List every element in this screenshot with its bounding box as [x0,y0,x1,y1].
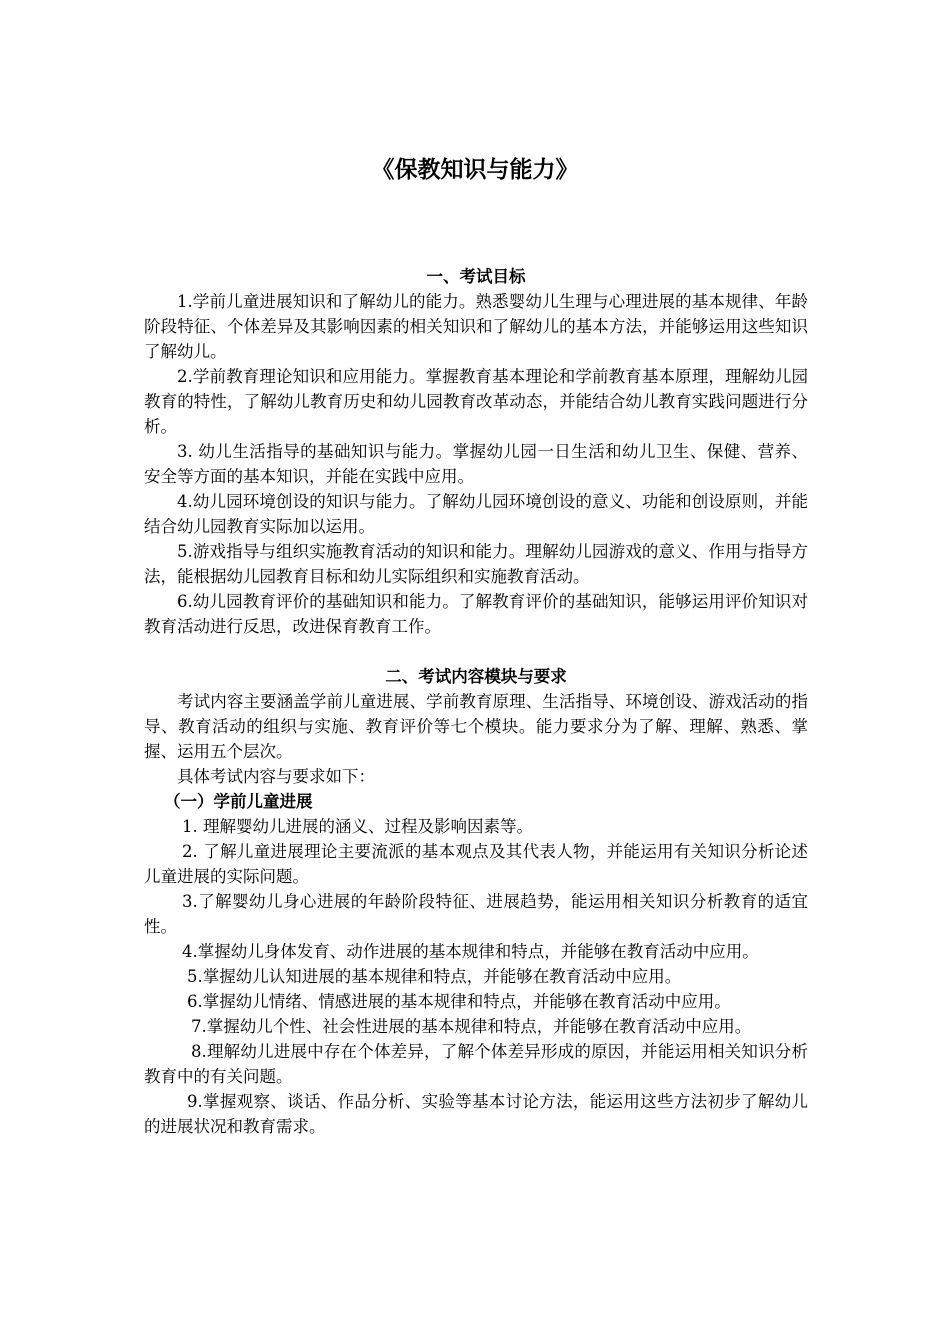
document-body [144,264,808,1139]
subsection-heading-child-development: （一）学前儿童进展 [164,792,313,811]
requirement-item: 7.掌握幼儿个性、社会性进展的基本规律和特点，并能够在教育活动中应用。 [191,1017,752,1036]
section-spacer [144,639,808,664]
goal-paragraph: 6.幼儿园教育评价的基础知识和能力。了解教育评价的基础知识，能够运用评价知识对教育活动进行反思，改进保育教育工作。 [144,592,808,636]
section-heading-exam-goals: 一、考试目标 [426,267,526,286]
document-title: 《保教知识与能力》 [371,157,579,183]
content-detail-lead: 具体考试内容与要求如下： [177,767,375,786]
requirement-item: 6.掌握幼儿情绪、情感进展的基本规律和特点，并能够在教育活动中应用。 [187,992,731,1011]
requirement-item: 3.了解婴幼儿身心进展的年龄阶段特征、进展趋势，能运用相关知识分析教育的适宜性。 [144,892,808,936]
goal-paragraph: 2.学前教育理论知识和应用能力。掌握教育基本理论和学前教育基本原理，理解幼儿园教育的特性，了解幼儿教育历史和幼儿园教育改革动态，并能结合幼儿教育实践问题进行分析。 [144,367,808,436]
requirement-item: 8.理解幼儿进展中存在个体差异，了解个体差异形成的原因，并能运用相关知识分析教育中的有关问题。 [144,1042,808,1086]
requirement-item: 9.掌握观察、谈话、作品分析、实验等基本讨论方法，能运用这些方法初步了解幼儿的进展状况和教育需求。 [144,1092,808,1136]
goal-paragraph: 3. 幼儿生活指导的基础知识与能力。掌握幼儿园一日生活和幼儿卫生、保健、营养、安全等方面的基本知识，并能在实践中应用。 [144,442,808,486]
goal-paragraph: 1.学前儿童进展知识和了解幼儿的能力。熟悉婴幼儿生理与心理进展的基本规律、年龄阶段特征、个体差异及其影响因素的相关知识和了解幼儿的基本方法，并能够运用这些知识了解幼儿。 [144,292,808,361]
goal-paragraph: 4.幼儿园环境创设的知识与能力。了解幼儿园环境创设的意义、功能和创设原则，并能结合幼儿园教育实际加以运用。 [144,492,808,536]
content-intro-paragraph: 考试内容主要涵盖学前儿童进展、学前教育原理、生活指导、环境创设、游戏活动的指导、教育活动的组织与实施、教育评价等七个模块。能力要求分为了解、理解、熟悉、掌握、运用五个层次。 [144,692,808,761]
goal-paragraph: 5.游戏指导与组织实施教育活动的知识和能力。理解幼儿园游戏的意义、作用与指导方法，能根据幼儿园教育目标和幼儿实际组织和实施教育活动。 [144,542,808,586]
requirement-item: 1. 理解婴幼儿进展的涵义、过程及影响因素等。 [182,817,533,836]
requirement-item: 4.掌握幼儿身体发育、动作进展的基本规律和特点，并能够在教育活动中应用。 [182,942,759,961]
requirement-item: 5.掌握幼儿认知进展的基本规律和特点，并能够在教育活动中应用。 [187,967,682,986]
requirement-item: 2. 了解儿童进展理论主要流派的基本观点及其代表人物，并能运用有关知识分析论述儿童进展的实际问题。 [144,842,808,886]
section-heading-content-modules: 二、考试内容模块与要求 [385,667,567,686]
